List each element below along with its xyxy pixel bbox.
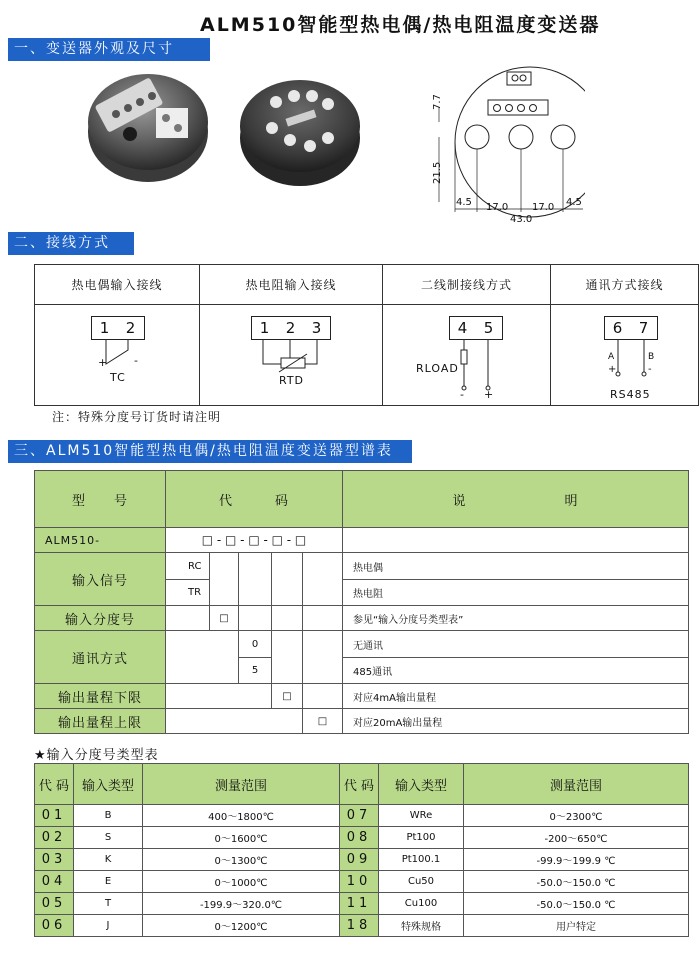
type-cell: B: [74, 805, 143, 827]
transmitter-photo-1: [84, 62, 212, 190]
wiring-table: [34, 264, 699, 406]
code-cell: 03: [35, 849, 74, 871]
rtd-wire-icon: [201, 306, 381, 404]
code-cell: 02: [35, 827, 74, 849]
wiring-cell-two-wire: [383, 305, 551, 406]
dim-4-5-right: 4.5: [566, 197, 582, 208]
wiring-cell-comm: [551, 305, 699, 406]
comm-terminal-7: 7: [638, 319, 650, 337]
code-cell: 01: [35, 805, 74, 827]
code-header-5: 输入类型: [379, 764, 464, 805]
range-cell: -199.9～320.0℃: [143, 893, 340, 915]
code-cell: 05: [35, 893, 74, 915]
type-cell: WRe: [379, 805, 464, 827]
type-cell: Pt100: [379, 827, 464, 849]
dim-43-0: 43.0: [510, 214, 533, 225]
wiring-cell-tc: [35, 305, 200, 406]
grid-cell: [302, 605, 343, 631]
code-header-3: 测量范围: [143, 764, 340, 805]
comm-label: RS485: [610, 388, 651, 401]
dim-4-5-left: 4.5: [456, 197, 472, 208]
grid-cell: [209, 552, 239, 606]
wiring-header-two-wire: 二线制接线方式: [383, 265, 551, 305]
type-cell: Cu50: [379, 871, 464, 893]
tc-terminal-2: 2: [125, 319, 137, 337]
page-title: ALM510智能型热电偶/热电阻温度变送器: [200, 14, 601, 36]
rtd-terminal-1: 1: [259, 319, 271, 337]
grid-cell: [165, 605, 210, 631]
rload-label: RLOAD: [416, 362, 459, 375]
comm-a: A: [608, 352, 616, 362]
range-low-box: □: [271, 683, 303, 709]
wiring-header-tc: 热电偶输入接线: [35, 265, 200, 305]
dim-17-0-right: 17.0: [532, 202, 555, 213]
tr-desc: 热电阻: [342, 579, 689, 606]
model-code-boxes: □ - □ - □ - □ - □: [165, 527, 343, 553]
range-cell: -99.9～199.9 ℃: [464, 849, 689, 871]
comm-code-5: 5: [238, 657, 272, 684]
grid-cell: [302, 552, 343, 606]
comm-plus: +: [608, 364, 618, 375]
division-label: 输入分度号: [34, 605, 166, 631]
grid-cell: [271, 552, 303, 606]
grid-cell: [238, 605, 272, 631]
wiring-header-comm: 通讯方式接线: [551, 265, 699, 305]
rtd-terminal-3: 3: [311, 319, 323, 337]
code-cell: 10: [340, 871, 379, 893]
range-cell: 用户特定: [464, 915, 689, 937]
grid-cell: [302, 630, 343, 684]
range-high-box: □: [302, 708, 343, 734]
division-code-table: [34, 763, 689, 937]
rtd-label: RTD: [279, 374, 305, 387]
two-wire-terminal-5: 5: [483, 319, 495, 337]
grid-cell: [165, 683, 272, 709]
code-cell: 18: [340, 915, 379, 937]
comm-terminal-6: 6: [612, 319, 624, 337]
range-cell: 400～1800℃: [143, 805, 340, 827]
wiring-header-rtd: 热电阻输入接线: [200, 265, 383, 305]
two-wire-minus: -: [460, 388, 465, 401]
tc-terminal-1: 1: [99, 319, 111, 337]
range-cell: 0～1000℃: [143, 871, 340, 893]
dim-21-5: 21.5: [432, 161, 443, 184]
grid-cell: [271, 605, 303, 631]
code-cell: 11: [340, 893, 379, 915]
range-cell: 0～2300℃: [464, 805, 689, 827]
section-3-header: 三、ALM510智能型热电偶/热电阻温度变送器型谱表: [8, 440, 412, 463]
code-cell: 06: [35, 915, 74, 937]
type-cell: J: [74, 915, 143, 937]
range-cell: 0～1300℃: [143, 849, 340, 871]
range-high-label: 输出量程上限: [34, 708, 166, 734]
comm-mode-label: 通讯方式: [34, 630, 166, 684]
type-cell: Cu100: [379, 893, 464, 915]
code-header-1: 代 码: [35, 764, 74, 805]
transmitter-photo-2: [236, 66, 364, 194]
range-cell: -50.0～150.0 ℃: [464, 893, 689, 915]
dim-7-7: 7.7: [432, 94, 443, 110]
range-cell: 0～1200℃: [143, 915, 340, 937]
tc-plus: +: [98, 356, 109, 369]
grid-cell: [271, 630, 303, 684]
type-cell: Pt100.1: [379, 849, 464, 871]
code-tr: TR: [165, 579, 210, 606]
two-wire-terminal-4: 4: [457, 319, 469, 337]
code-cell: 08: [340, 827, 379, 849]
model-header-code: 代 码: [165, 470, 343, 528]
type-cell: E: [74, 871, 143, 893]
model-header-desc: 说 明: [342, 470, 689, 528]
code-header-2: 输入类型: [74, 764, 143, 805]
range-low-desc: 对应4mA输出量程: [342, 683, 689, 709]
model-name-desc: [342, 527, 689, 553]
special-order-note: 注：特殊分度号订货时请注明: [52, 410, 222, 424]
code-rc: RC: [165, 552, 210, 580]
model-name: ALM510-: [34, 527, 166, 553]
section-1-header: 一、变送器外观及尺寸: [8, 38, 210, 61]
rc-desc: 热电偶: [342, 552, 689, 580]
two-wire-icon: [384, 306, 549, 404]
comm0-desc: 无通讯: [342, 630, 689, 658]
tc-wire-icon: [36, 306, 198, 404]
type-cell: 特殊规格: [379, 915, 464, 937]
tc-minus: -: [134, 354, 139, 367]
dim-17-0-left: 17.0: [486, 202, 509, 213]
comm-minus: -: [648, 364, 653, 375]
division-box: □: [209, 605, 239, 631]
code-cell: 07: [340, 805, 379, 827]
range-cell: -50.0～150.0 ℃: [464, 871, 689, 893]
model-header-type: 型 号: [34, 470, 166, 528]
tc-label: TC: [110, 371, 126, 384]
wiring-cell-rtd: [200, 305, 383, 406]
section-2-header: 二、接线方式: [8, 232, 134, 255]
code-cell: 09: [340, 849, 379, 871]
type-cell: S: [74, 827, 143, 849]
grid-cell: [165, 708, 303, 734]
range-cell: -200～650℃: [464, 827, 689, 849]
code-table-title: ★输入分度号类型表: [34, 748, 159, 763]
type-cell: K: [74, 849, 143, 871]
grid-cell: [302, 683, 343, 709]
range-low-label: 输出量程下限: [34, 683, 166, 709]
grid-cell: [238, 552, 272, 606]
type-cell: T: [74, 893, 143, 915]
input-signal-label: 输入信号: [34, 552, 166, 606]
comm-code-0: 0: [238, 630, 272, 658]
code-header-6: 测量范围: [464, 764, 689, 805]
code-header-4: 代 码: [340, 764, 379, 805]
comm-b: B: [648, 352, 656, 362]
rtd-terminal-2: 2: [285, 319, 297, 337]
code-cell: 04: [35, 871, 74, 893]
range-cell: 0～1600℃: [143, 827, 340, 849]
grid-cell: [165, 630, 239, 684]
range-high-desc: 对应20mA输出量程: [342, 708, 689, 734]
division-desc: 参见“输入分度号类型表”: [342, 605, 689, 631]
comm5-desc: 485通讯: [342, 657, 689, 684]
two-wire-plus: +: [484, 388, 495, 401]
